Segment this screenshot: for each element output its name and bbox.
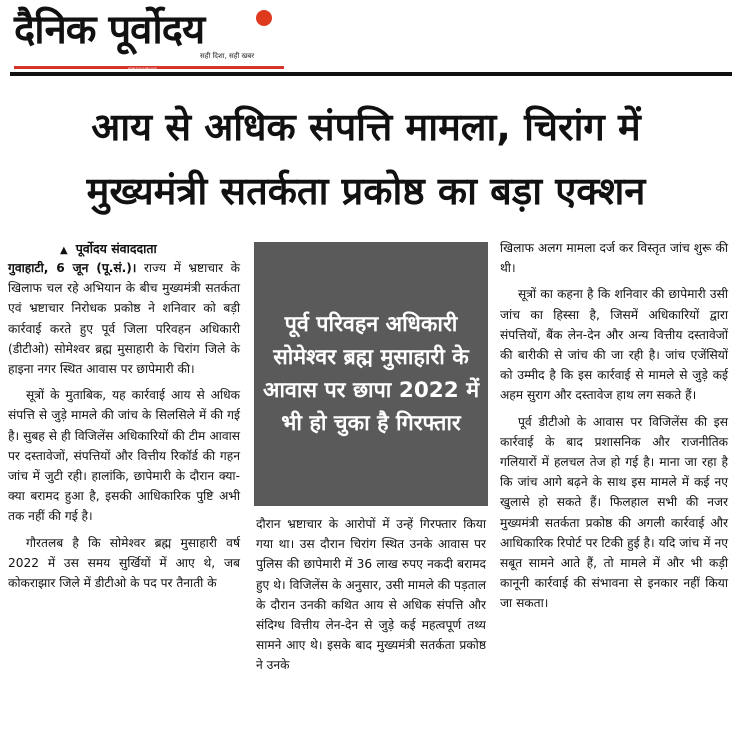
article-column-3 — [500, 238, 728, 620]
article-paragraph: सूत्रों का कहना है कि शनिवार की छापेमारी उसी जांच का हिस्सा है, जिसमें अधिकारियों द्वारा संपत्तियों, बैंक लेन-देन और अन्य वित्तीय दस्तावेजों की बारीकी से जांच की जा रही है। जांच एजेंसियों को उम्मीद है कि इस कार्रवाई से मामले से जुड़े कई अहम सुराग और दस्तावेज हाथ लग सकते हैं। — [500, 287, 728, 403]
triangle-icon: ▲ — [60, 245, 68, 256]
article-paragraph: खिलाफ अलग मामला दर्ज कर विस्तृत जांच शुरू की थी। — [500, 241, 728, 276]
pull-quote-text: पूर्व परिवहन अधिकारी सोमेश्वर ब्रह्म मुसाहारी के आवास पर छापा 2022 में भी हो चुका है गिरफ्तार — [262, 312, 480, 436]
newspaper-logo: दैनिक पूर्वोदय — [14, 7, 205, 53]
pull-quote-box — [254, 242, 488, 506]
article-column-2 — [256, 514, 486, 682]
masthead — [0, 0, 732, 82]
byline — [60, 240, 157, 257]
byline-text: पूर्वोदय संवाददाता — [75, 241, 157, 256]
article-paragraph: दौरान भ्रष्टाचार के आरोपों में उन्हें गिरफ्तार किया गया था। उस दौरान चिरांग स्थित उनके आवास पर पुलिस की छापेमारी में 36 लाख रुपए नकदी बरामद हुए थे। विजिलेंस के अनुसार, उसी मामले की पड़ताल के दौरान उनकी कथित आय से अधिक संपत्ति और संदिग्ध वित्तीय लेन-देन से जुड़े कई महत्वपूर्ण तथ्य सामने आए थे। इसके बाद मुख्यमंत्री सतर्कता प्रकोष्ठ ने उनके — [256, 517, 486, 673]
dateline: गुवाहाटी, 6 जून (पू.सं.)। — [8, 261, 137, 275]
article-paragraph: गौरतलब है कि सोमेश्वर ब्रह्म मुसाहारी वर्ष 2022 में उस समय सुर्खियों में आए थे, जब कोकराझार जिले में डीटीओ के पद पर तैनाती के — [8, 535, 240, 591]
logo-sun-icon — [256, 10, 272, 26]
masthead-rule-label: www.purvoday.com — [128, 66, 158, 70]
article-paragraph: पूर्व डीटीओ के आवास पर विजिलेंस की इस कार्रवाई के बाद प्रशासनिक और राजनीतिक गलियारों में हलचल तेज हो गई है। माना जा रहा है कि जांच आगे बढ़ने के साथ इस मामले में कई नए खुलासे हो सकते हैं। फिलहाल सभी की नजर मुख्यमंत्री सतर्कता प्रकोष्ठ की अगली कार्रवाई और आधिकारिक रिपोर्ट पर टिकी हुई है। यदि जांच में नए सबूत सामने आते हैं, तो मामले में और भी कड़ी कानूनी कार्रवाई की संभावना से इनकार नहीं किया जा सकता। — [500, 414, 728, 611]
masthead-divider — [10, 72, 732, 76]
article-paragraph — [8, 258, 240, 379]
tagline: सही दिशा, सही खबर — [200, 52, 255, 60]
article-column-1 — [8, 258, 240, 599]
article-paragraph: सूत्रों के मुताबिक, यह कार्रवाई आय से अधिक संपत्ति से जुड़े मामले की जांच के सिलसिले में की गई है। सुबह से ही विजिलेंस अधिकारियों की टीम आवास पर दस्तावेजों, संपत्तियों और वित्तीय रिकॉर्ड की गहन जांच में जुटी रही। हालांकि, छापेमारी के दौरान क्या-क्या बरामद हुआ है, इसकी आधिकारिक पुष्टि अभी तक नहीं की गई है। — [8, 388, 240, 524]
headline-line-2: मुख्यमंत्री सतर्कता प्रकोष्ठ का बड़ा एक्शन — [86, 169, 646, 213]
headline-line-1: आय से अधिक संपत्ति मामला, चिरांग में — [91, 105, 641, 149]
article-text: राज्य में भ्रष्टाचार के खिलाफ चल रहे अभियान के बीच मुख्यमंत्री सतर्कता एवं भ्रष्टाचार निरोधक प्रकोष्ठ ने शनिवार को बड़ी कार्रवाई करते हुए पूर्व जिला परिवहन अधिकारी (डीटीओ) सोमेश्वर ब्रह्म मुसाहारी के चिरांग जिले के हाइना नगर स्थित आवास पर छापेमारी की। — [8, 261, 240, 377]
